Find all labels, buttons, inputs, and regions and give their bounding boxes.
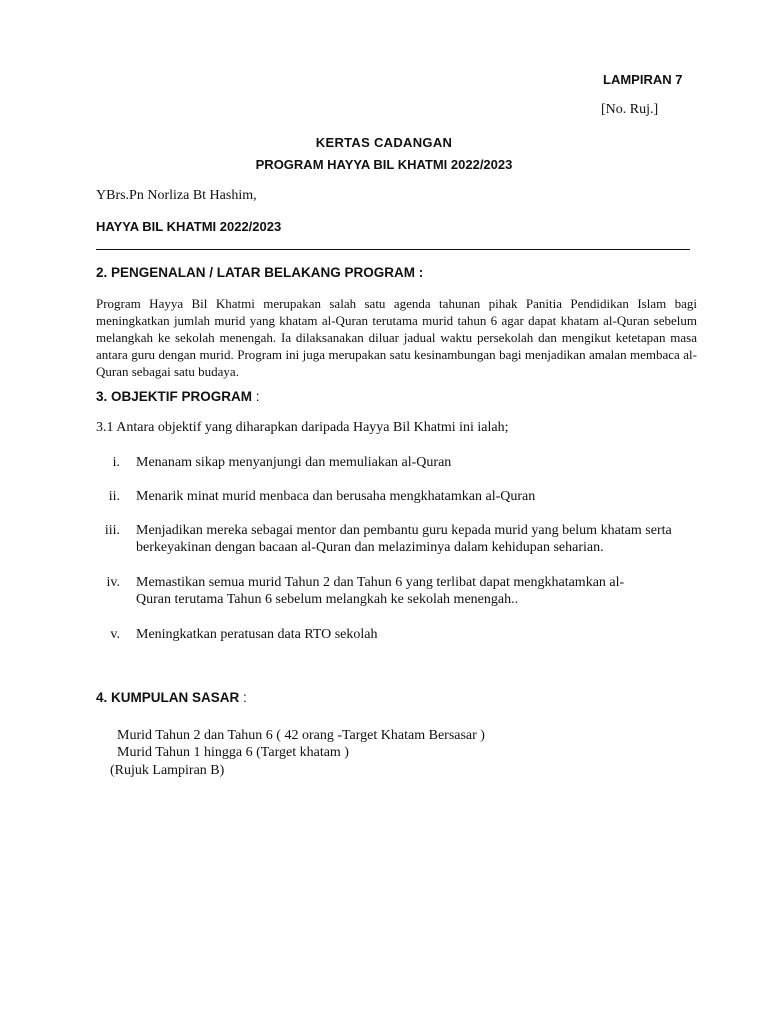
section-3-heading-text: 3. OBJEKTIF PROGRAM (96, 389, 253, 404)
section-4-heading-text: 4. KUMPULAN SASAR (96, 690, 240, 705)
objective-text: Meningkatkan peratusan data RTO sekolah (136, 627, 378, 642)
document-title: KERTAS CADANGAN (315, 135, 453, 150)
objective-text: Menanam sikap menyanjungi dan memuliakan al-Quran (136, 455, 452, 470)
program-title: PROGRAM HAYYA BIL KHATMI 2022/2023 (255, 157, 513, 172)
target-group-reference: (Rujuk Lampiran B) (110, 763, 225, 778)
objective-text: Memastikan semua murid Tahun 2 dan Tahun 6 yang terlibat dapat mengkhatamkan al-Quran terutama Tahun 6 sebelum melangkah ke sekolah menengah.. (136, 575, 625, 607)
section-2-heading: 2. PENGENALAN / LATAR BELAKANG PROGRAM : (96, 265, 424, 280)
divider-rule (96, 249, 690, 250)
section-2-paragraph: Program Hayya Bil Khatmi merupakan salah satu agenda tahunan pihak Panitia Pendidikan Islam bagi meningkatkan jumlah murid yang khatam al-Quran terutama murid tahun 6 agar dapat khatam al-Quran sebelum melangkah ke sekolah menengah. Ia dilaksanakan diluar jadual waktu persekolah dan mengikut ketetapan masa antara guru dengan murid. Program ini juga merupakan satu kesinambungan bagi menjadikan amalan membaca al-Quran sebagai satu budaya. (96, 296, 697, 379)
objective-text: Menarik minat murid menbaca dan berusaha mengkhatamkan al-Quran (136, 489, 536, 504)
section-3-heading-colon: : (252, 389, 260, 404)
objective-number: iv. (106, 575, 120, 590)
reference-number: [No. Ruj.] (601, 102, 659, 117)
objective-text: Menjadikan mereka sebagai mentor dan pembantu guru kepada murid yang belum khatam serta berkeyakinan dengan bacaan al-Quran dan melaziminya dalam kehidupan seharian. (136, 523, 672, 555)
section-4-heading (96, 690, 247, 705)
recipient-line: YBrs.Pn Norliza Bt Hashim, (96, 188, 257, 203)
lampiran-label: LAMPIRAN 7 (603, 72, 683, 87)
subject-line: HAYYA BIL KHATMI 2022/2023 (96, 219, 282, 234)
objective-number: i. (112, 455, 120, 470)
section-3-heading (96, 389, 260, 404)
target-group-line: Murid Tahun 2 dan Tahun 6 ( 42 orang -Target Khatam Bersasar ) (110, 728, 485, 743)
objective-number: iii. (104, 523, 120, 538)
target-group-line: Murid Tahun 1 hingga 6 (Target khatam ) (110, 745, 349, 760)
objective-number: ii. (108, 489, 120, 504)
objectives-intro: 3.1 Antara objektif yang diharapkan daripada Hayya Bil Khatmi ini ialah; (96, 420, 509, 435)
objective-number: v. (110, 627, 120, 642)
section-4-heading-colon: : (239, 690, 247, 705)
